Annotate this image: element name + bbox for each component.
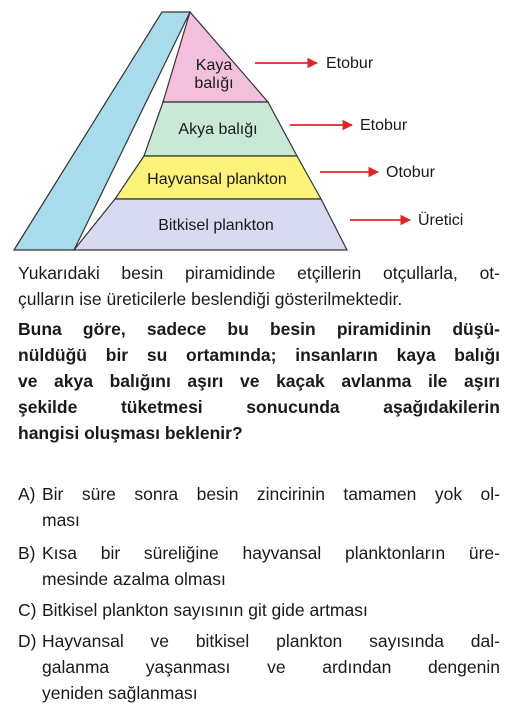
option-d-line-3: yeniden sağlanması [42, 683, 198, 703]
food-pyramid-diagram [0, 0, 506, 262]
option-d[interactable] [18, 628, 500, 706]
option-d-letter: D) [18, 631, 37, 651]
level-label-akya: Akya balığı [178, 121, 258, 138]
role-label-kaya: Etobur [326, 55, 374, 72]
role-label-hayvansal: Otobur [386, 164, 435, 181]
level-label-kaya-line1: Kaya [195, 57, 233, 74]
level-label-kaya-line2: balığı [194, 75, 234, 92]
question-line-1: Buna göre, sadece bu besin piramidinin düşü- [18, 319, 500, 339]
question-line-3: ve akya balığını aşırı ve kaçak avlanma ile aşırı [18, 371, 500, 391]
level-label-hayvansal: Hayvansal plankton [147, 171, 287, 188]
question-line-2: nüldüğü bir su ortamında; insanların kaya balığı [18, 345, 500, 365]
option-d-line-2: galanma yaşanması ve ardından dengenin [42, 657, 500, 677]
option-b[interactable] [18, 540, 500, 592]
level-label-bitkisel: Bitkisel plankton [158, 217, 274, 234]
option-d-line-1: Hayvansal ve bitkisel plankton sayısında dal- [42, 631, 500, 651]
option-a-letter: A) [18, 484, 36, 504]
option-c-line-1: Bitkisel plankton sayısının git gide artması [42, 600, 368, 620]
option-b-line-2: mesinde azalma olması [42, 569, 226, 589]
question-line-4: şekilde tüketmesi sonucunda aşağıdakilerin [18, 397, 500, 417]
question-stem [18, 316, 500, 446]
intro-line-2: çulların ise üreticilerle beslendiği gösterilmektedir. [18, 289, 403, 309]
option-a-line-2: ması [42, 510, 80, 530]
question-line-5: hangisi oluşması beklenir? [18, 423, 243, 443]
option-c[interactable] [18, 597, 500, 623]
intro-paragraph [18, 260, 500, 312]
role-label-akya: Etobur [360, 117, 408, 134]
option-b-line-1: Kısa bir süreliğine hayvansal planktonların üre- [42, 543, 500, 563]
intro-line-1: Yukarıdaki besin piramidinde etçillerin otçullarla, ot- [18, 263, 500, 283]
option-c-letter: C) [18, 600, 37, 620]
option-b-letter: B) [18, 543, 36, 563]
role-label-bitkisel: Üretici [418, 212, 464, 229]
option-a-line-1: Bir süre sonra besin zincirinin tamamen yok ol- [42, 484, 500, 504]
option-a[interactable] [18, 481, 500, 533]
